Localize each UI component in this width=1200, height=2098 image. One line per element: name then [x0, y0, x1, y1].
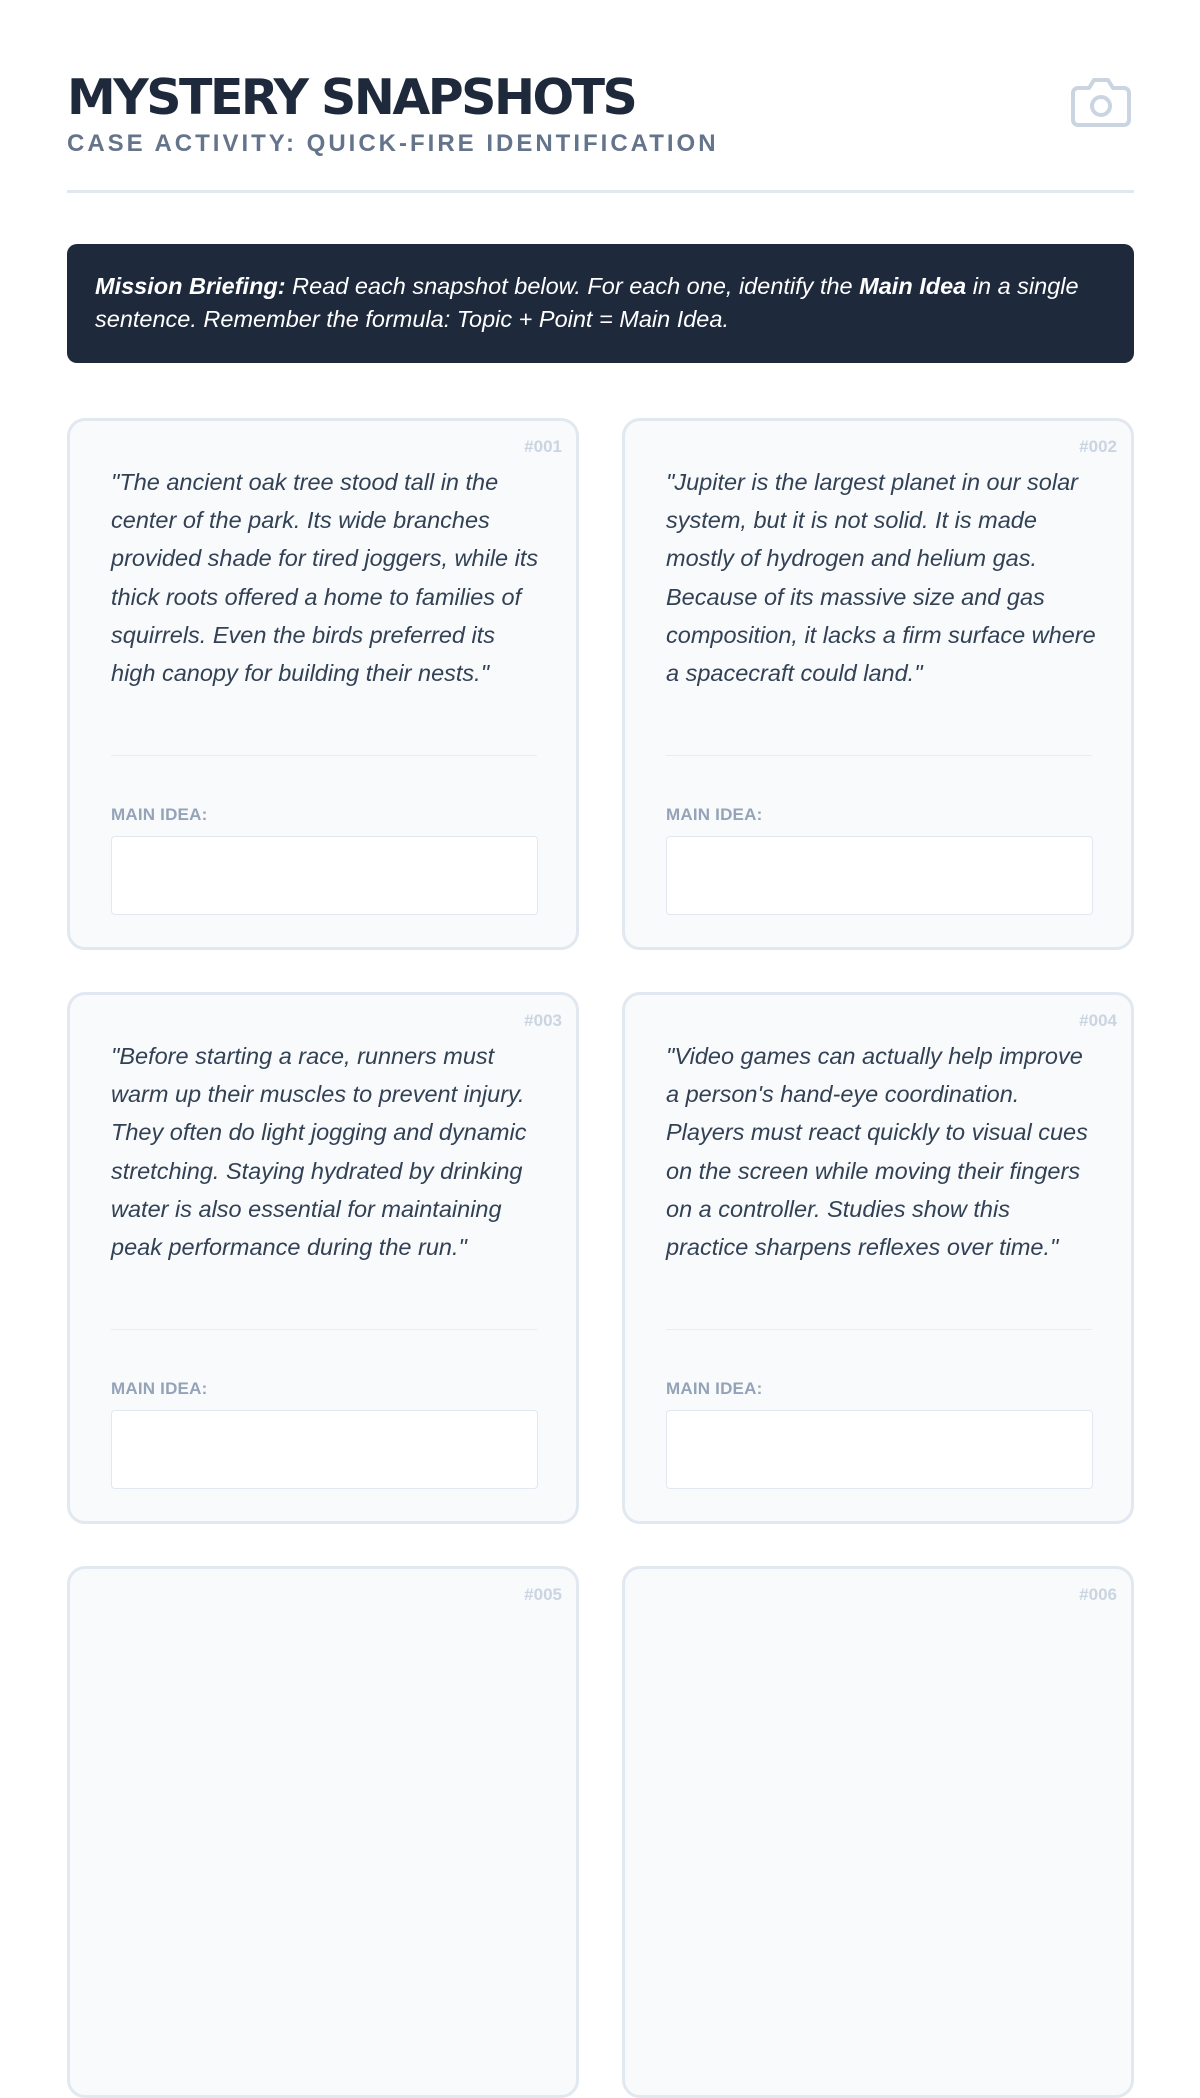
main-idea-label: MAIN IDEA: [111, 1379, 208, 1398]
briefing-text: Read each snapshot below. For each one, identify the [285, 273, 860, 299]
page-title: MYSTERY SNAPSHOTS [67, 69, 636, 126]
main-idea-input[interactable] [111, 1410, 538, 1489]
main-idea-input[interactable] [666, 1410, 1093, 1489]
card-divider [666, 755, 1092, 756]
worksheet-page [67, 0, 1134, 1604]
card-number: #003 [524, 1011, 562, 1030]
snapshot-quote: "Video games can actually help improve a person's hand-eye coordination. Players must react quickly to visual cues on the screen while moving their fingers on a controller. Studies show this practice sharpens reflexes over time." [666, 1043, 1088, 1261]
snapshot-quote: "Jupiter is the largest planet in our solar system, but it is not solid. It is made mostly of hydrogen and helium gas. Because of its massive size and gas composition, it lacks a firm surface where a spacecraft could land." [666, 469, 1096, 687]
briefing-emphasis: Main Idea [859, 273, 967, 299]
card-number: #001 [524, 437, 562, 456]
card-number: #006 [1079, 1585, 1117, 1604]
main-idea-label: MAIN IDEA: [666, 805, 763, 824]
card-number: #005 [524, 1585, 562, 1604]
snapshot-card [67, 1566, 579, 2098]
snapshot-card [622, 992, 1134, 1524]
mission-briefing [67, 244, 1134, 363]
snapshot-quote: "The ancient oak tree stood tall in the center of the park. Its wide branches provided shade for tired joggers, while its thick roots offered a home to families of squirrels. Even the birds preferred its high canopy for building their nests." [111, 469, 539, 687]
page-subtitle: CASE ACTIVITY: QUICK-FIRE IDENTIFICATION [67, 130, 719, 157]
snapshot-quote: "Before starting a race, runners must warm up their muscles to prevent injury. They often do light jogging and dynamic stretching. Staying hydrated by drinking water is also essential for maintaining peak performance during the run." [111, 1043, 527, 1261]
card-divider [111, 755, 537, 756]
snapshot-card [622, 1566, 1134, 2098]
main-idea-input[interactable] [111, 836, 538, 915]
snapshot-card [67, 992, 579, 1524]
briefing-text-end: in a single sentence. Remember the formula: Topic + Point = Main Idea. [95, 273, 1079, 332]
page-header [67, 68, 1134, 193]
card-number: #004 [1079, 1011, 1117, 1030]
main-idea-label: MAIN IDEA: [666, 1379, 763, 1398]
briefing-label: Mission Briefing: [95, 273, 286, 299]
snapshot-card [622, 418, 1134, 950]
card-divider [666, 1329, 1092, 1330]
camera-icon [1070, 74, 1132, 128]
snapshot-card [67, 418, 579, 950]
card-number: #002 [1079, 437, 1117, 456]
main-idea-label: MAIN IDEA: [111, 805, 208, 824]
main-idea-input[interactable] [666, 836, 1093, 915]
card-divider [111, 1329, 537, 1330]
